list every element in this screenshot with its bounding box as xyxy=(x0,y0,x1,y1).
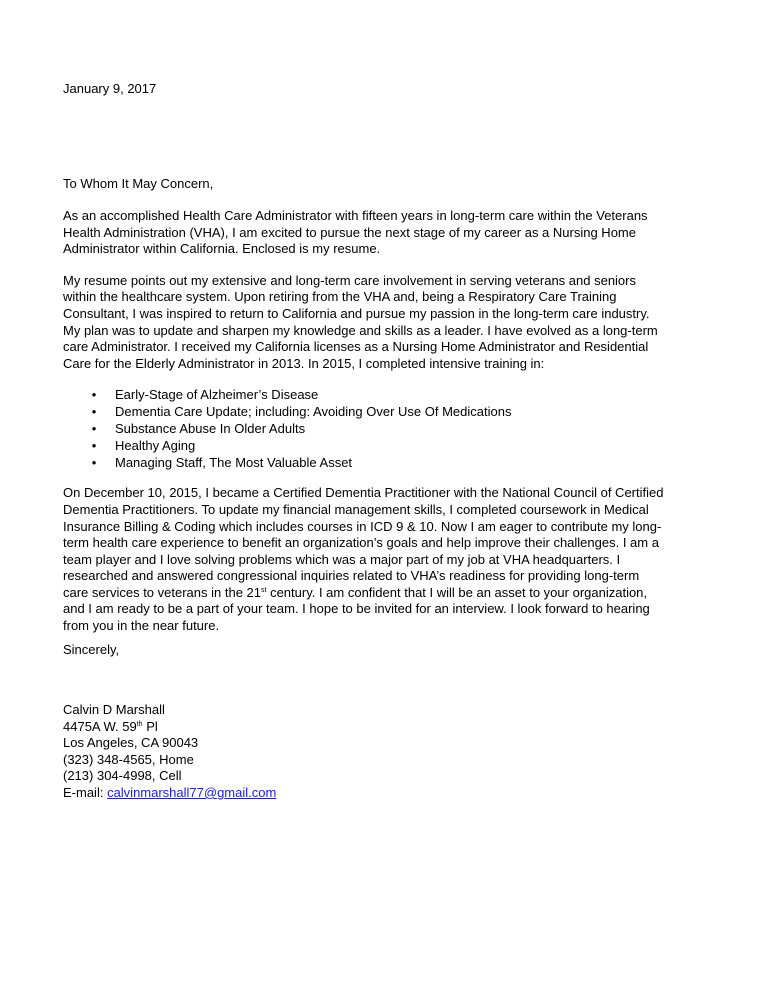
sender-email-line xyxy=(63,785,276,802)
list-item xyxy=(63,421,715,438)
paragraph-line: from you in the near future. xyxy=(63,618,220,634)
paragraph-line: My resume points out my extensive and long-term care involvement in serving veterans and seniors xyxy=(63,272,636,288)
sender-phone-home: (323) 348-4565, Home xyxy=(63,751,194,767)
paragraph-line: Dementia Practitioners. To update my financial management skills, I completed coursework in Medical xyxy=(63,501,649,517)
training-item: Healthy Aging xyxy=(115,437,196,453)
list-item xyxy=(63,455,715,472)
century-text-prefix: care services to veterans in the 21 xyxy=(63,584,261,600)
paragraph-line: care Administrator. I received my California licenses as a Nursing Home Administrator and Residential xyxy=(63,339,649,355)
training-item: Substance Abuse In Older Adults xyxy=(115,420,306,436)
paragraph-line: team player and I love solving problems which was a major part of my job at VHA headquarters. I xyxy=(63,551,621,567)
training-item: Managing Staff, The Most Valuable Asset xyxy=(115,454,353,470)
email-label: E-mail: xyxy=(63,784,108,800)
ordinal-superscript: st xyxy=(261,586,267,594)
street-prefix: 4475A W. 59 xyxy=(63,718,137,734)
paragraph-line: term health care experience to benefit an organization’s goals and help improve their challenges. I am a xyxy=(63,535,659,551)
paragraph-line: On December 10, 2015, I became a Certified Dementia Practitioner with the National Council of Certified xyxy=(63,485,664,501)
training-item: Early-Stage of Alzheimer’s Disease xyxy=(115,387,319,403)
street-suffix: Pl xyxy=(142,718,158,734)
bullet-icon: • xyxy=(91,454,97,470)
signature-block xyxy=(63,702,276,802)
bullet-icon: • xyxy=(91,437,97,453)
training-item: Dementia Care Update; including: Avoiding Over Use Of Medications xyxy=(115,404,512,420)
paragraph-line: Insurance Billing & Coding which includes courses in ICD 9 & 10. Now I am eager to contribute my long- xyxy=(63,518,662,534)
email-link[interactable]: calvinmarshall77@gmail.com xyxy=(107,784,277,800)
salutation: To Whom It May Concern, xyxy=(63,176,214,191)
sender-name: Calvin D Marshall xyxy=(63,702,165,717)
paragraph-line: My plan was to update and sharpen my knowledge and skills as a leader. I have evolved as a long-term xyxy=(63,322,658,338)
closing: Sincerely, xyxy=(63,642,120,657)
bullet-icon: • xyxy=(91,404,97,420)
sender-street xyxy=(63,719,276,736)
paragraph-line: and I am ready to be a part of your team. I hope to be invited for an interview. I look forward to hearing xyxy=(63,601,650,617)
training-list xyxy=(63,387,715,471)
paragraph-line xyxy=(63,585,715,602)
paragraph-line: Consultant, I was inspired to return to California and pursue my passion in the long-term care industry. xyxy=(63,305,650,321)
sender-phone-cell: (213) 304-4998, Cell xyxy=(63,768,182,784)
letter-date: January 9, 2017 xyxy=(63,81,157,96)
letter-body xyxy=(63,208,715,650)
list-item xyxy=(63,404,715,421)
paragraph-line: researched and answered congressional inquiries related to VHA’s readiness for providing long-term xyxy=(63,568,640,584)
paragraph-line: within the healthcare system. Upon retiring from the VHA and, being a Respiratory Care Training xyxy=(63,289,617,305)
paragraph-background xyxy=(63,273,715,373)
paragraph-line: Health Administration (VHA), I am excited to pursue the next stage of my career as a Nursing Home xyxy=(63,224,636,240)
paragraph-line: As an accomplished Health Care Administrator with fifteen years in long-term care within the Veterans xyxy=(63,208,648,223)
list-item xyxy=(63,387,715,404)
paragraph-line: Administrator within California. Enclosed is my resume. xyxy=(63,241,381,257)
paragraph-line: Care for the Elderly Administrator in 2013. In 2015, I completed intensive training in: xyxy=(63,355,545,371)
paragraph-intro xyxy=(63,208,715,258)
list-item xyxy=(63,438,715,455)
century-text-suffix: century. I am confident that I will be an asset to your organization, xyxy=(266,584,648,600)
bullet-icon: • xyxy=(91,420,97,436)
ordinal-superscript: th xyxy=(136,720,143,728)
paragraph-qualifications xyxy=(63,485,715,634)
sender-city: Los Angeles, CA 90043 xyxy=(63,735,199,751)
bullet-icon: • xyxy=(91,387,97,403)
